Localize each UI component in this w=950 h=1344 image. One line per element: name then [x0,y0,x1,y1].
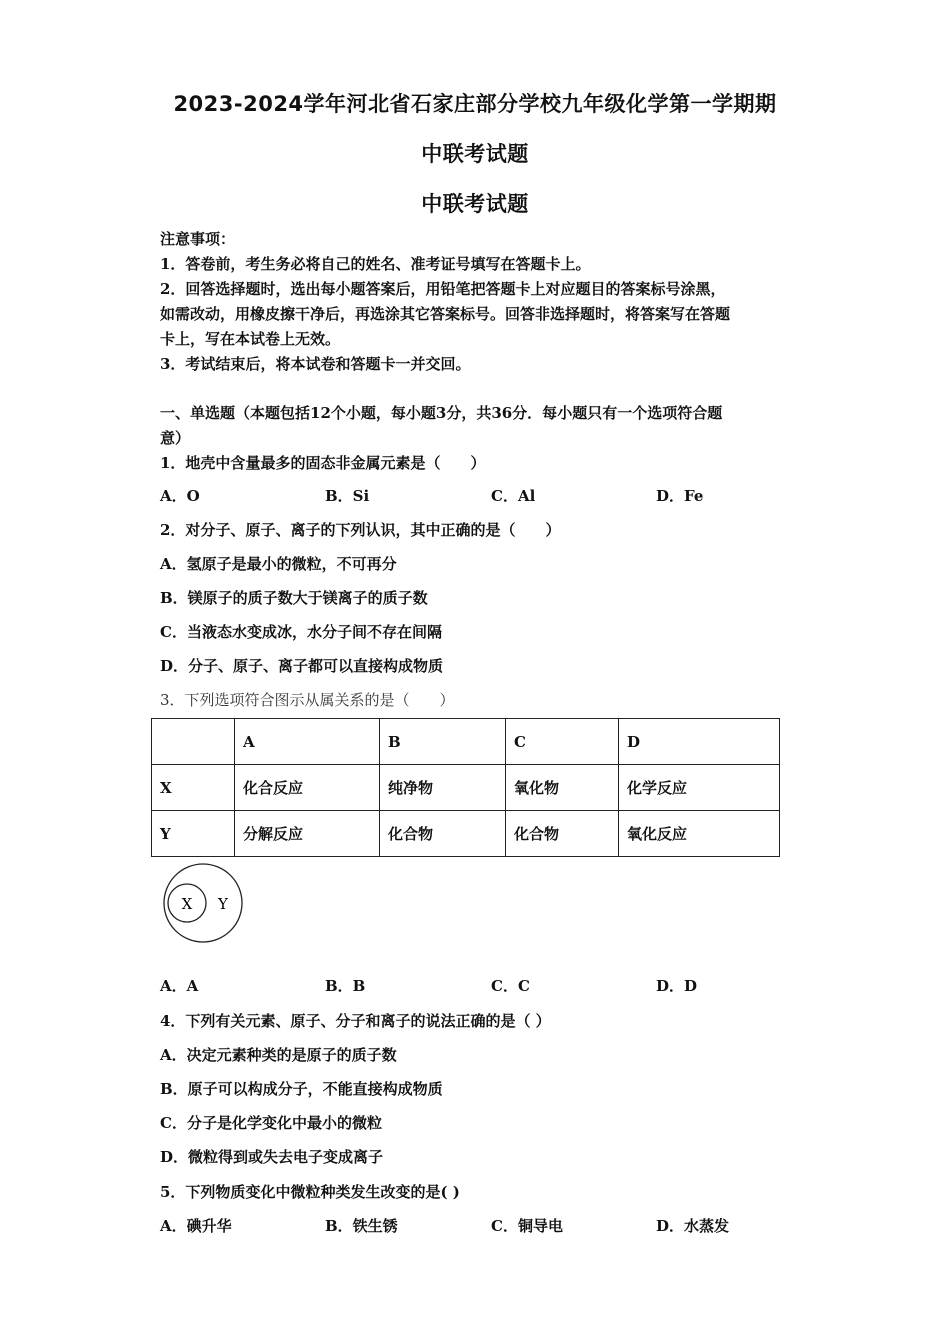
question-4-stem: 4．下列有关元素、原子、分子和离子的说法正确的是（ ） [160,1012,551,1030]
table-cell: C [506,719,619,765]
notice-heading: 注意事项： [160,230,236,248]
table-cell: 化合反应 [235,765,380,811]
question-2-option-d: D．分子、原子、离子都可以直接构成物质 [160,657,444,675]
exam-title-line2: 中联考试题 [421,142,529,166]
exam-title-line3: 中联考试题 [421,192,529,216]
table-cell: B [380,719,506,765]
table-row [152,765,780,811]
table-cell: 氧化物 [506,765,619,811]
question-2-option-c: C．当液态水变成冰，水分子间不存在间隔 [160,623,442,641]
option-a: A．O [160,487,200,505]
venn-diagram [160,862,250,944]
option-c: C．C [491,977,530,995]
table-cell: 分解反应 [235,811,380,857]
question-3-table [151,718,780,857]
question-3-options [160,975,800,997]
section-heading: 一、单选题（本题包括12个小题，每小题3分，共36分．每小题只有一个选项符合题 [160,404,723,422]
option-b: B．Si [325,487,370,505]
notice-item: 3．考试结束后，将本试卷和答题卡一并交回。 [160,355,471,373]
table-cell: 化合物 [380,811,506,857]
option-a: A．碘升华 [160,1217,232,1235]
table-cell: 化学反应 [619,765,780,811]
table-cell: Y [152,811,235,857]
option-d: D．水蒸发 [656,1217,730,1235]
table-cell: 氧化反应 [619,811,780,857]
table-header-row [152,719,780,765]
question-5-stem: 5．下列物质变化中微粒种类发生改变的是( ) [160,1183,460,1201]
option-d: D．Fe [656,487,704,505]
notice-item: 1．答卷前，考生务必将自己的姓名、准考证号填写在答题卡上。 [160,255,591,273]
question-4-option-d: D．微粒得到或失去电子变成离子 [160,1148,384,1166]
table-row [152,811,780,857]
question-1-options [160,485,800,507]
question-1-stem: 1．地壳中含量最多的固态非金属元素是（ ） [160,454,486,472]
table-cell: X [152,765,235,811]
option-b: B．B [325,977,366,995]
venn-label-y: Y [218,895,228,913]
question-4-option-a: A．决定元素种类的是原子的质子数 [160,1046,397,1064]
table-cell: D [619,719,780,765]
notice-item: 如需改动，用橡皮擦干净后，再选涂其它答案标号。回答非选择题时，将答案写在答题 [160,305,731,323]
venn-label-x: X [181,895,193,913]
question-3-stem: 3．下列选项符合图示从属关系的是（ ） [160,691,455,709]
question-4-option-c: C．分子是化学变化中最小的微粒 [160,1114,382,1132]
option-c: C．铜导电 [491,1217,563,1235]
option-b: B．铁生锈 [325,1217,398,1235]
table-cell [152,719,235,765]
question-2-stem: 2．对分子、原子、离子的下列认识，其中正确的是（ ） [160,521,561,539]
outer-circle-y [164,864,242,942]
option-a: A．A [160,977,199,995]
question-2-option-b: B．镁原子的质子数大于镁离子的质子数 [160,589,428,607]
section-heading-cont: 意） [160,429,191,447]
option-c: C．Al [491,487,536,505]
question-4-option-b: B．原子可以构成分子，不能直接构成物质 [160,1080,443,1098]
table-cell: 化合物 [506,811,619,857]
exam-title-line1: 2023-2024学年河北省石家庄部分学校九年级化学第一学期期 [173,92,777,116]
table-cell: 纯净物 [380,765,506,811]
option-d: D．D [656,977,698,995]
notice-item: 2．回答选择题时，选出每小题答案后，用铅笔把答题卡上对应题目的答案标号涂黑， [160,280,726,298]
question-5-options [160,1215,800,1237]
table-cell: A [235,719,380,765]
question-2-option-a: A．氢原子是最小的微粒，不可再分 [160,555,397,573]
notice-item: 卡上，写在本试卷上无效。 [160,330,341,348]
